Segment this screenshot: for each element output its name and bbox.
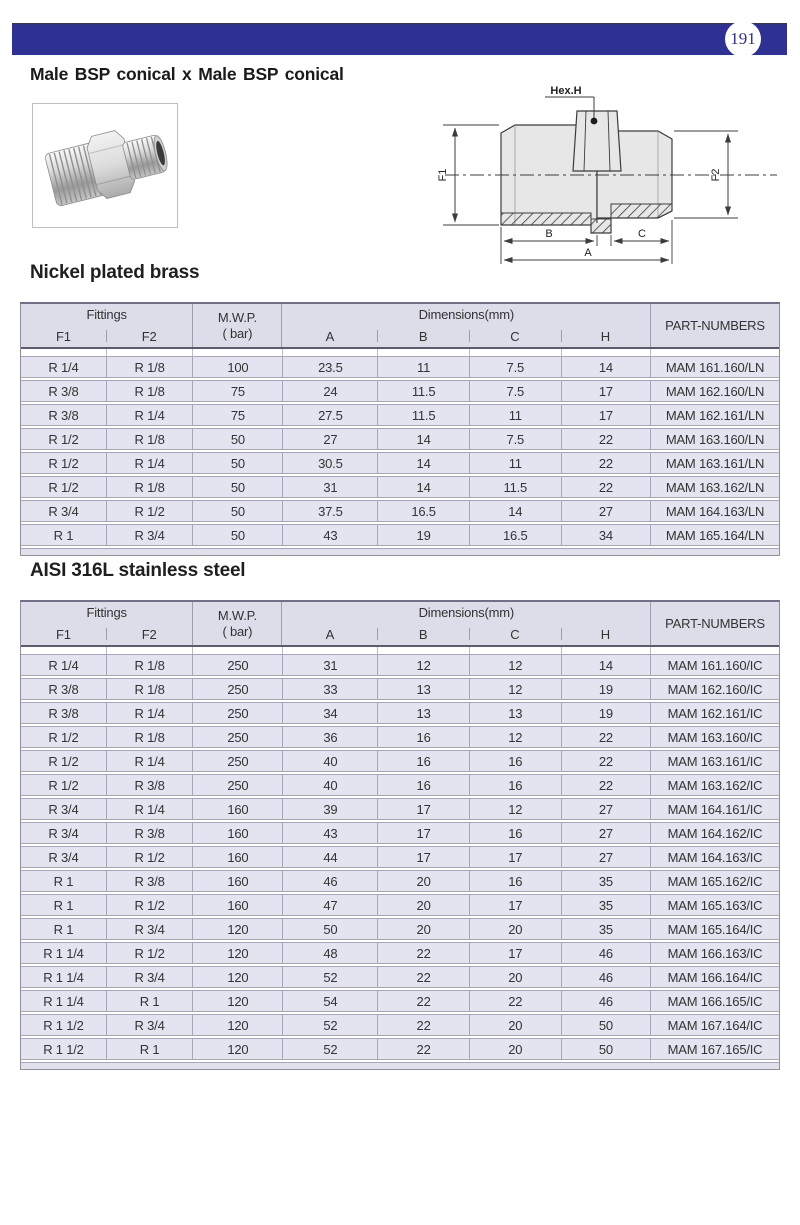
- table-cell: MAM 167.164/IC: [650, 1015, 779, 1035]
- table-cell: 20: [377, 895, 469, 915]
- a-dim-label: A: [584, 247, 592, 259]
- table-cell: 34: [561, 525, 650, 545]
- table-row: [21, 356, 779, 378]
- table-cell: 24: [282, 381, 377, 401]
- section-title-stainless: AISI 316L stainless steel: [30, 560, 246, 581]
- table-row: [21, 1038, 779, 1060]
- header-fittings: Fittings: [86, 307, 127, 322]
- spacer-cell: [21, 647, 106, 654]
- table-cell: MAM 162.161/LN: [650, 405, 779, 425]
- table-row: [21, 846, 779, 868]
- table-cell: 31: [282, 655, 377, 675]
- table-cell: 50: [192, 525, 282, 545]
- table-cell: 16.5: [377, 501, 469, 521]
- table-bottom-band: [21, 1062, 779, 1069]
- table-cell: MAM 166.164/IC: [650, 967, 779, 987]
- table-row: [21, 918, 779, 940]
- table-cell: 75: [192, 381, 282, 401]
- table-cell: 250: [192, 655, 282, 675]
- table-cell: 39: [282, 799, 377, 819]
- table-cell: 16: [377, 775, 469, 795]
- table-cell: 20: [377, 919, 469, 939]
- table-cell: 120: [192, 919, 282, 939]
- table-row: [21, 404, 779, 426]
- table-cell: 11.5: [377, 405, 469, 425]
- spacer-cell: [650, 647, 779, 654]
- table-cell: 17: [561, 381, 650, 401]
- table-cell: R 1/2: [48, 753, 79, 769]
- table-cell: MAM 166.165/IC: [650, 991, 779, 1011]
- table-cell: 13: [469, 703, 561, 723]
- table-cell: 16: [469, 871, 561, 891]
- table-cell: MAM 162.160/LN: [650, 381, 779, 401]
- table-cell: R 3/8: [106, 871, 192, 891]
- table-cell: R 1/2: [48, 431, 79, 447]
- table-cell: 43: [282, 823, 377, 843]
- table-cell: R 1 1/4: [43, 993, 84, 1009]
- header-fittings: Fittings: [86, 605, 127, 620]
- table-cell: 40: [282, 751, 377, 771]
- table-cell: 11: [469, 453, 561, 473]
- table-cell: R 1/2: [48, 777, 79, 793]
- table-cell: R 1: [106, 1039, 192, 1059]
- b-dim-label: B: [545, 228, 553, 240]
- table-cell: 16: [377, 751, 469, 771]
- table-cell: 14: [377, 477, 469, 497]
- table-cell: 160: [192, 847, 282, 867]
- table-row: [21, 524, 779, 546]
- header-c: C: [469, 325, 561, 347]
- table-cell: 19: [561, 703, 650, 723]
- table-cell: 16: [469, 775, 561, 795]
- header-f2: F2: [106, 623, 192, 645]
- table-cell: 75: [192, 405, 282, 425]
- table-cell: MAM 163.160/IC: [650, 727, 779, 747]
- table-cell: 30.5: [282, 453, 377, 473]
- table-cell: 120: [192, 1039, 282, 1059]
- table-cell: 50: [192, 453, 282, 473]
- table-cell: 13: [377, 703, 469, 723]
- table-cell: 250: [192, 775, 282, 795]
- table-cell: 54: [282, 991, 377, 1011]
- table-cell: 250: [192, 727, 282, 747]
- table-cell: R 1: [106, 991, 192, 1011]
- table-cell: R 1/4: [106, 703, 192, 723]
- table-cell: 16: [469, 823, 561, 843]
- table-cell: 250: [192, 751, 282, 771]
- table-cell: 20: [469, 919, 561, 939]
- table-row: [21, 894, 779, 916]
- table-cell: MAM 163.161/LN: [650, 453, 779, 473]
- table-cell: MAM 164.162/IC: [650, 823, 779, 843]
- spacer-cell: [192, 647, 282, 654]
- table-header: [21, 304, 779, 349]
- table-cell: R 3/4: [106, 1015, 192, 1035]
- table-cell: 22: [377, 943, 469, 963]
- table-cell: MAM 162.161/IC: [650, 703, 779, 723]
- table-cell: 52: [282, 967, 377, 987]
- table-body: [21, 356, 779, 546]
- table-cell: MAM 162.160/IC: [650, 679, 779, 699]
- table-cell: 17: [469, 847, 561, 867]
- table-cell: 16: [377, 727, 469, 747]
- table-cell: R 1/4: [48, 657, 79, 673]
- table-cell: MAM 164.163/LN: [650, 501, 779, 521]
- table-row: [21, 654, 779, 676]
- table-row: [21, 428, 779, 450]
- table-cell: 7.5: [469, 357, 561, 377]
- table-cell: 14: [377, 429, 469, 449]
- table-cell: R 1/2: [48, 479, 79, 495]
- table-cell: 46: [561, 991, 650, 1011]
- table-cell: 50: [561, 1015, 650, 1035]
- table-cell: MAM 161.160/LN: [650, 357, 779, 377]
- table-cell: MAM 163.162/IC: [650, 775, 779, 795]
- table-cell: 17: [377, 823, 469, 843]
- table-cell: R 3/4: [48, 503, 79, 519]
- page-number-badge: [725, 21, 761, 57]
- table-cell: 47: [282, 895, 377, 915]
- table-cell: 33: [282, 679, 377, 699]
- table-cell: 27: [561, 799, 650, 819]
- spacer-cell: [561, 647, 650, 654]
- header-f2: F2: [106, 325, 192, 347]
- table-cell: 12: [469, 799, 561, 819]
- spacer-cell: [561, 349, 650, 356]
- table-cell: 20: [469, 967, 561, 987]
- table-cell: R 1: [53, 527, 74, 543]
- table-cell: R 1/2: [48, 455, 79, 471]
- table-row: [21, 1014, 779, 1036]
- table-cell: R 1/4: [106, 453, 192, 473]
- table-cell: R 3/8: [48, 407, 79, 423]
- table-cell: R 1/8: [106, 477, 192, 497]
- table-cell: 11: [469, 405, 561, 425]
- table-row: [21, 774, 779, 796]
- header-h: H: [561, 325, 650, 347]
- table-row: [21, 798, 779, 820]
- table-cell: MAM 165.162/IC: [650, 871, 779, 891]
- table-cell: 27: [282, 429, 377, 449]
- table-cell: R 1: [53, 897, 74, 913]
- table-cell: 22: [561, 477, 650, 497]
- table-cell: 17: [377, 799, 469, 819]
- table-cell: R 1: [53, 873, 74, 889]
- table-cell: 22: [561, 727, 650, 747]
- table-cell: 17: [469, 895, 561, 915]
- hex-h-label: Hex.H: [550, 85, 582, 97]
- table-cell: MAM 163.161/IC: [650, 751, 779, 771]
- header-c: C: [469, 623, 561, 645]
- table-row: [21, 870, 779, 892]
- table-cell: 40: [282, 775, 377, 795]
- table-cell: 22: [561, 453, 650, 473]
- spacer-cell: [377, 647, 469, 654]
- table-cell: 120: [192, 1015, 282, 1035]
- table-cell: 17: [561, 405, 650, 425]
- table-cell: 27: [561, 847, 650, 867]
- table-cell: 34: [282, 703, 377, 723]
- table-cell: 14: [561, 357, 650, 377]
- table-bottom-band: [21, 548, 779, 555]
- page-title: Male BSP conical x Male BSP conical: [30, 64, 344, 84]
- spacer-cell: [21, 349, 106, 356]
- table-cell: 22: [561, 751, 650, 771]
- table-cell: 22: [561, 429, 650, 449]
- table-cell: R 3/4: [48, 825, 79, 841]
- table-cell: 14: [561, 655, 650, 675]
- product-photo: [32, 103, 178, 228]
- table-cell: R 3/8: [48, 383, 79, 399]
- table-cell: 13: [377, 679, 469, 699]
- table-row: [21, 678, 779, 700]
- table-cell: R 3/4: [106, 967, 192, 987]
- table-cell: R 3/8: [48, 681, 79, 697]
- table-row: [21, 702, 779, 724]
- table-cell: 16.5: [469, 525, 561, 545]
- header-mwp-line1: M.W.P.: [217, 309, 257, 325]
- table-cell: 44: [282, 847, 377, 867]
- table-row: [21, 990, 779, 1012]
- table-cell: 23.5: [282, 357, 377, 377]
- header-body-spacer: [21, 647, 779, 654]
- table-row: [21, 942, 779, 964]
- table-cell: 50: [561, 1039, 650, 1059]
- c-dim-label: C: [638, 228, 646, 240]
- table-row: [21, 966, 779, 988]
- spacer-cell: [377, 349, 469, 356]
- header-f1: F1: [56, 626, 71, 642]
- header-part-numbers: PART-NUMBERS: [650, 602, 779, 645]
- table-cell: 250: [192, 679, 282, 699]
- table-cell: MAM 165.163/IC: [650, 895, 779, 915]
- table-cell: 22: [377, 1015, 469, 1035]
- table-cell: MAM 161.160/IC: [650, 655, 779, 675]
- f2-dim-label: F2: [710, 168, 722, 182]
- table-cell: R 1/4: [106, 751, 192, 771]
- table-row: [21, 452, 779, 474]
- table-cell: 120: [192, 967, 282, 987]
- header-mwp-line1: M.W.P.: [217, 607, 257, 623]
- table-cell: R 1/4: [106, 799, 192, 819]
- table-cell: R 1/8: [106, 429, 192, 449]
- header-b: B: [377, 325, 469, 347]
- table-cell: 100: [192, 357, 282, 377]
- table-nickel-plated-brass: [20, 302, 780, 556]
- table-cell: R 1/4: [106, 405, 192, 425]
- spacer-cell: [650, 349, 779, 356]
- table-cell: 43: [282, 525, 377, 545]
- header-mwp-line2: ( bar): [222, 325, 253, 341]
- table-header: [21, 602, 779, 647]
- header-a: A: [325, 626, 335, 642]
- table-cell: 19: [377, 525, 469, 545]
- table-cell: 22: [377, 1039, 469, 1059]
- table-cell: R 1/8: [106, 727, 192, 747]
- table-cell: 120: [192, 943, 282, 963]
- table-cell: 20: [377, 871, 469, 891]
- spacer-cell: [469, 349, 561, 356]
- table-cell: 27: [561, 501, 650, 521]
- table-cell: 36: [282, 727, 377, 747]
- table-row: [21, 380, 779, 402]
- table-cell: R 1 1/4: [43, 945, 84, 961]
- table-cell: MAM 166.163/IC: [650, 943, 779, 963]
- product-photo-image: [33, 104, 177, 227]
- table-row: [21, 476, 779, 498]
- table-cell: 52: [282, 1015, 377, 1035]
- table-cell: R 3/4: [48, 801, 79, 817]
- table-cell: 35: [561, 919, 650, 939]
- table-cell: 46: [282, 871, 377, 891]
- table-cell: 35: [561, 895, 650, 915]
- section-title-nickel: Nickel plated brass: [30, 262, 200, 283]
- table-cell: R 3/4: [106, 919, 192, 939]
- table-cell: MAM 164.163/IC: [650, 847, 779, 867]
- table-cell: 16: [469, 751, 561, 771]
- spacer-cell: [106, 349, 192, 356]
- table-cell: 50: [192, 501, 282, 521]
- header-mwp: [192, 602, 282, 645]
- table-cell: R 3/4: [48, 849, 79, 865]
- table-cell: 22: [561, 775, 650, 795]
- table-cell: 22: [377, 991, 469, 1011]
- table-cell: 14: [469, 501, 561, 521]
- table-cell: R 3/4: [106, 525, 192, 545]
- table-cell: R 1/8: [106, 679, 192, 699]
- table-cell: R 1/2: [106, 895, 192, 915]
- table-cell: 160: [192, 799, 282, 819]
- header-b: B: [377, 623, 469, 645]
- table-cell: 11: [377, 357, 469, 377]
- table-cell: R 1: [53, 921, 74, 937]
- header-h: H: [561, 623, 650, 645]
- table-aisi-316l-stainless-steel: [20, 600, 780, 1070]
- table-row: [21, 726, 779, 748]
- table-cell: 46: [561, 943, 650, 963]
- spacer-cell: [469, 647, 561, 654]
- header-f1: F1: [56, 328, 71, 344]
- table-cell: 27.5: [282, 405, 377, 425]
- table-row: [21, 500, 779, 522]
- page-number: 191: [730, 29, 756, 48]
- dimension-diagram: [425, 83, 795, 278]
- table-cell: 12: [469, 655, 561, 675]
- table-cell: 160: [192, 895, 282, 915]
- table-cell: 11.5: [377, 381, 469, 401]
- table-cell: R 1/2: [48, 729, 79, 745]
- table-row: [21, 822, 779, 844]
- header-a: A: [325, 328, 335, 344]
- table-cell: MAM 165.164/LN: [650, 525, 779, 545]
- table-cell: 20: [469, 1015, 561, 1035]
- table-cell: 11.5: [469, 477, 561, 497]
- technical-drawing: [425, 83, 795, 278]
- table-cell: 12: [469, 679, 561, 699]
- table-cell: R 1/2: [106, 847, 192, 867]
- table-cell: 50: [192, 477, 282, 497]
- table-cell: 17: [469, 943, 561, 963]
- table-cell: R 1 1/2: [43, 1041, 84, 1057]
- table-cell: R 3/8: [106, 823, 192, 843]
- table-cell: MAM 163.160/LN: [650, 429, 779, 449]
- table-cell: 27: [561, 823, 650, 843]
- table-cell: 19: [561, 679, 650, 699]
- table-cell: 48: [282, 943, 377, 963]
- header-bar: [12, 23, 787, 55]
- table-row: [21, 750, 779, 772]
- table-cell: MAM 164.161/IC: [650, 799, 779, 819]
- table-cell: R 1 1/4: [43, 969, 84, 985]
- spacer-cell: [192, 349, 282, 356]
- table-cell: 14: [377, 453, 469, 473]
- header-dimensions: Dimensions(mm): [418, 605, 514, 620]
- header-mwp-line2: ( bar): [222, 623, 253, 639]
- table-cell: 46: [561, 967, 650, 987]
- header-part-numbers: PART-NUMBERS: [650, 304, 779, 347]
- table-cell: 7.5: [469, 381, 561, 401]
- table-cell: 50: [192, 429, 282, 449]
- table-cell: MAM 165.164/IC: [650, 919, 779, 939]
- table-cell: R 1/8: [106, 357, 192, 377]
- table-cell: R 1/2: [106, 943, 192, 963]
- header-mwp: [192, 304, 282, 347]
- table-cell: MAM 163.162/LN: [650, 477, 779, 497]
- table-cell: R 1/2: [106, 501, 192, 521]
- table-cell: R 3/8: [48, 705, 79, 721]
- table-cell: 22: [377, 967, 469, 987]
- table-cell: MAM 167.165/IC: [650, 1039, 779, 1059]
- table-cell: 37.5: [282, 501, 377, 521]
- header-body-spacer: [21, 349, 779, 356]
- table-cell: 12: [469, 727, 561, 747]
- table-cell: 35: [561, 871, 650, 891]
- table-body: [21, 654, 779, 1060]
- table-cell: R 1 1/2: [43, 1017, 84, 1033]
- spacer-cell: [282, 349, 377, 356]
- table-cell: 22: [469, 991, 561, 1011]
- table-cell: 160: [192, 871, 282, 891]
- spacer-cell: [106, 647, 192, 654]
- table-cell: 12: [377, 655, 469, 675]
- header-dimensions: Dimensions(mm): [418, 307, 514, 322]
- table-cell: 7.5: [469, 429, 561, 449]
- f1-dim-label: F1: [437, 168, 449, 182]
- table-cell: 31: [282, 477, 377, 497]
- table-cell: 120: [192, 991, 282, 1011]
- table-cell: 17: [377, 847, 469, 867]
- table-cell: R 1/8: [106, 381, 192, 401]
- table-cell: 20: [469, 1039, 561, 1059]
- table-cell: R 3/8: [106, 775, 192, 795]
- table-cell: 250: [192, 703, 282, 723]
- table-cell: 50: [282, 919, 377, 939]
- table-cell: 160: [192, 823, 282, 843]
- table-cell: R 1/4: [48, 359, 79, 375]
- spacer-cell: [282, 647, 377, 654]
- table-cell: 52: [282, 1039, 377, 1059]
- table-cell: R 1/8: [106, 655, 192, 675]
